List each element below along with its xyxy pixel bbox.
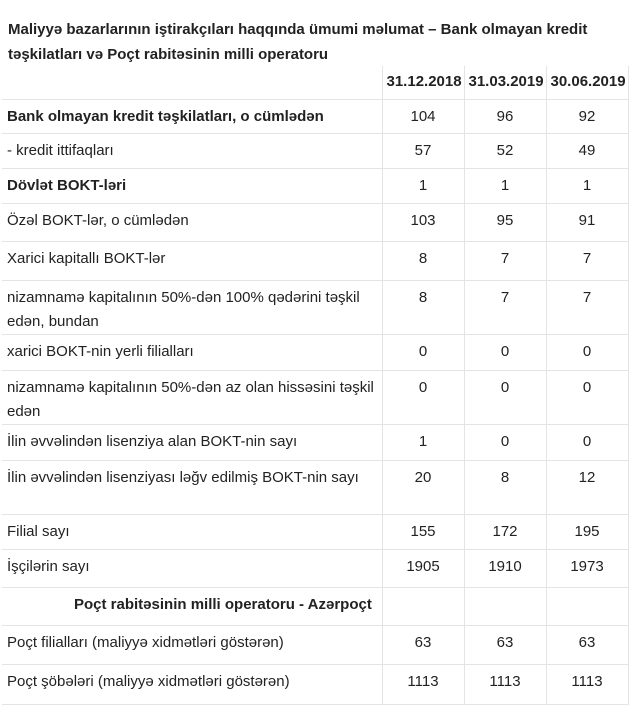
table-row — [2, 133, 628, 168]
row-value: 1 — [464, 168, 546, 203]
row-value: 12 — [546, 460, 628, 514]
section-row — [2, 587, 628, 625]
row-value: 195 — [546, 514, 628, 549]
row-value: 63 — [546, 625, 628, 664]
col-header: 30.06.2019 — [546, 66, 628, 99]
row-value: 7 — [464, 280, 546, 334]
col-header: 31.12.2018 — [382, 66, 464, 99]
row-value: 8 — [382, 280, 464, 334]
row-value: 95 — [464, 203, 546, 241]
row-value: 0 — [546, 424, 628, 460]
row-value: 96 — [464, 99, 546, 133]
header-row — [2, 66, 628, 99]
row-label: Poçt şöbələri (maliyyə xidmətləri göstərən) — [2, 664, 382, 704]
table-row — [2, 549, 628, 587]
row-value: 57 — [382, 133, 464, 168]
row-label: - kredit ittifaqları — [2, 133, 382, 168]
row-value: 155 — [382, 514, 464, 549]
row-label: İşçilərin sayı — [2, 549, 382, 587]
row-label: xarici BOKT-nin yerli filialları — [2, 334, 382, 370]
row-value: 1910 — [464, 549, 546, 587]
row-label: Özəl BOKT-lər, o cümlədən — [2, 203, 382, 241]
empty-cell — [546, 587, 628, 625]
col-header: 31.03.2019 — [464, 66, 546, 99]
row-value: 103 — [382, 203, 464, 241]
table-row — [2, 460, 628, 514]
row-value: 7 — [546, 280, 628, 334]
table-row — [2, 334, 628, 370]
row-label: nizamnamə kapitalının 50%-dən az olan hissəsini təşkil edən — [2, 370, 382, 424]
data-table — [2, 66, 629, 705]
row-label: Xarici kapitallı BOKT-lər — [2, 241, 382, 280]
row-value: 1113 — [382, 664, 464, 704]
section-heading: Poçt rabitəsinin milli operatoru - Azərpoçt — [2, 587, 382, 625]
row-value: 0 — [546, 370, 628, 424]
row-value: 0 — [464, 370, 546, 424]
table-row — [2, 370, 628, 424]
row-value: 91 — [546, 203, 628, 241]
row-label: Poçt filialları (maliyyə xidmətləri göstərən) — [2, 625, 382, 664]
table-row — [2, 514, 628, 549]
row-value: 20 — [382, 460, 464, 514]
table-row — [2, 99, 628, 133]
row-value: 0 — [382, 334, 464, 370]
row-value: 1 — [546, 168, 628, 203]
table-row — [2, 203, 628, 241]
row-value: 1113 — [464, 664, 546, 704]
row-label: İlin əvvəlindən lisenziya alan BOKT-nin sayı — [2, 424, 382, 460]
row-label: Dövlət BOKT-ləri — [2, 168, 382, 203]
row-value: 7 — [546, 241, 628, 280]
row-value: 104 — [382, 99, 464, 133]
table-row — [2, 168, 628, 203]
row-value: 1 — [382, 424, 464, 460]
row-value: 172 — [464, 514, 546, 549]
row-value: 0 — [382, 370, 464, 424]
row-value: 49 — [546, 133, 628, 168]
row-value: 0 — [464, 424, 546, 460]
empty-cell — [464, 587, 546, 625]
row-value: 1905 — [382, 549, 464, 587]
row-value: 7 — [464, 241, 546, 280]
row-label: İlin əvvəlindən lisenziyası ləğv edilmiş BOKT-nin sayı — [2, 460, 382, 514]
row-value: 0 — [464, 334, 546, 370]
page-title: Maliyyə bazarlarının iştirakçıları haqqında ümumi məlumat – Bank olmayan kredit təşkilatları və Poçt rabitəsinin milli operatoru — [8, 21, 588, 63]
row-value: 8 — [382, 241, 464, 280]
row-value: 1113 — [546, 664, 628, 704]
table-row — [2, 424, 628, 460]
row-value: 92 — [546, 99, 628, 133]
table-row — [2, 664, 628, 704]
table-row — [2, 625, 628, 664]
row-value: 52 — [464, 133, 546, 168]
row-label: nizamnamə kapitalının 50%-dən 100% qədərini təşkil edən, bundan — [2, 280, 382, 334]
header-label-cell — [2, 66, 382, 99]
row-value: 1973 — [546, 549, 628, 587]
row-value: 63 — [382, 625, 464, 664]
row-value: 8 — [464, 460, 546, 514]
row-label: Bank olmayan kredit təşkilatları, o cümlədən — [2, 99, 382, 133]
row-value: 0 — [546, 334, 628, 370]
table-row — [2, 280, 628, 334]
row-value: 1 — [382, 168, 464, 203]
row-label: Filial sayı — [2, 514, 382, 549]
row-value: 63 — [464, 625, 546, 664]
empty-cell — [382, 587, 464, 625]
table-row — [2, 241, 628, 280]
